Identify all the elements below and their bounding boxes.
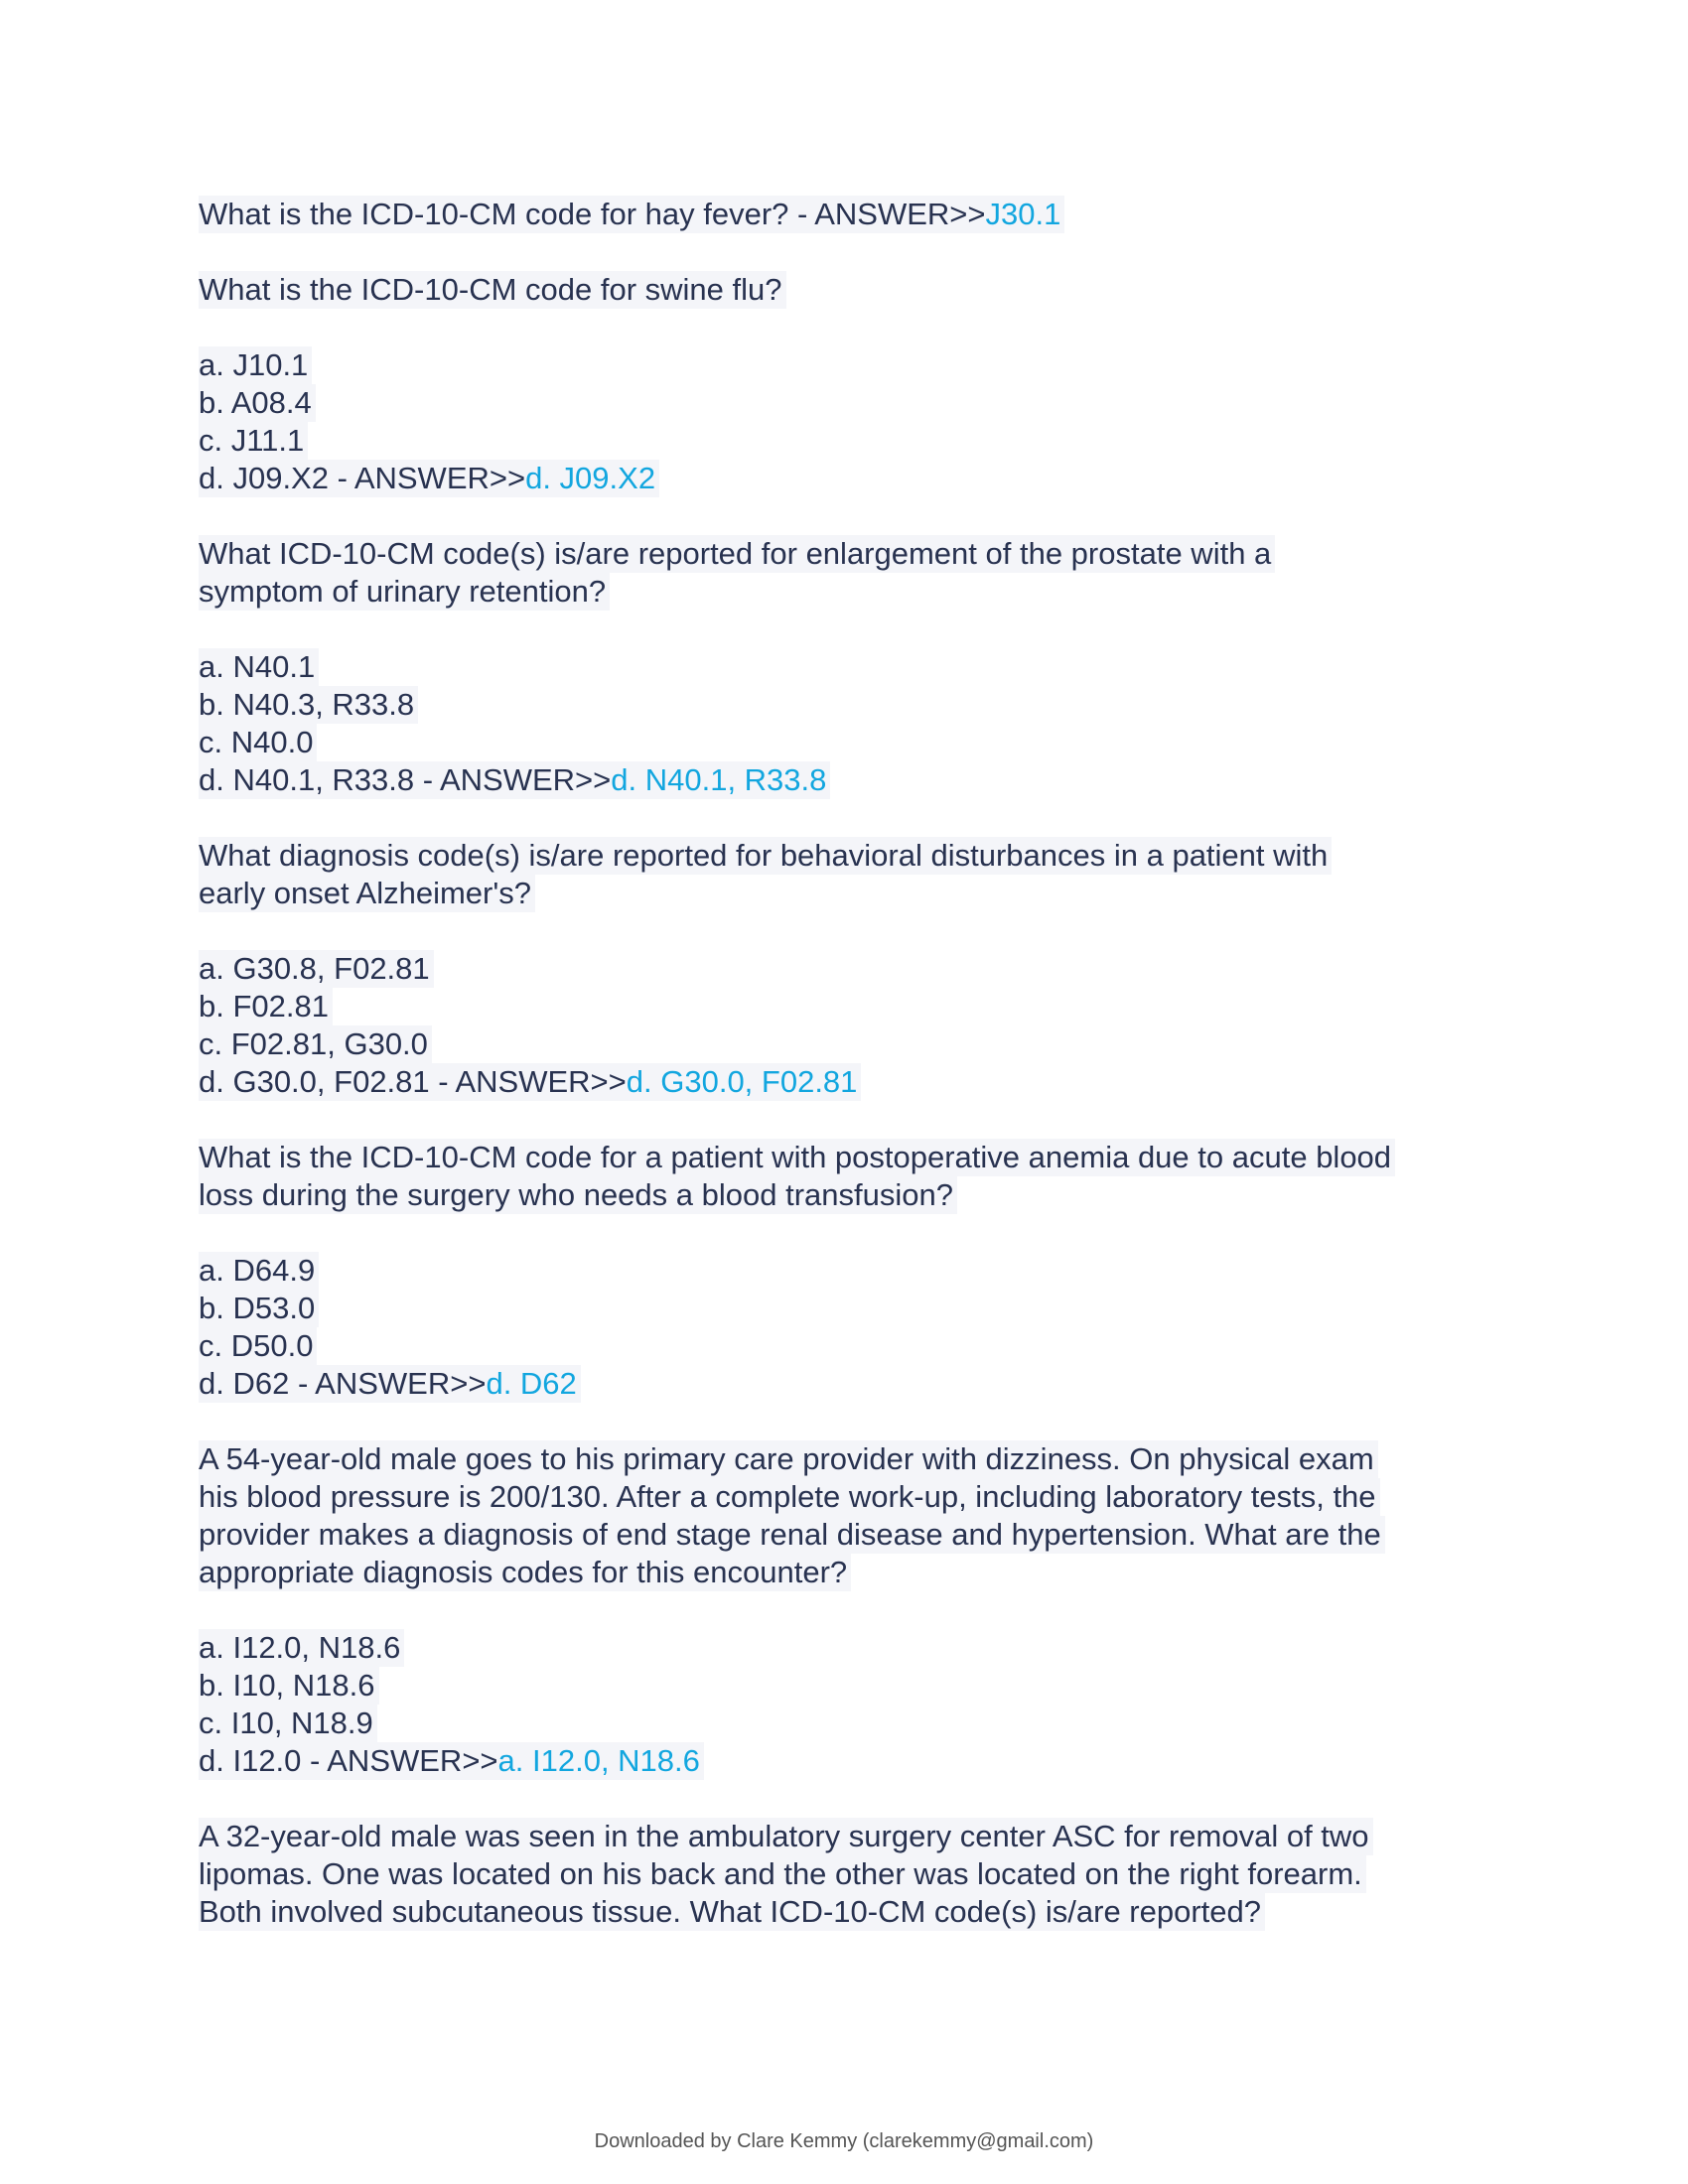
question-block [199,1139,1489,1403]
question-block [199,196,1489,233]
question-block [199,535,1489,799]
option-b: b. N40.3, R33.8 [199,686,418,724]
option-d-text: d. D62 - ANSWER>> [199,1366,487,1401]
question-text: provider makes a diagnosis of end stage renal disease and hypertension. What are the [199,1516,1385,1554]
question-text: What is the ICD-10-CM code for hay fever? - ANSWER>> [199,197,986,231]
answer-text: a. I12.0, N18.6 [497,1743,700,1778]
option-a: a. I12.0, N18.6 [199,1629,404,1667]
question-text: What is the ICD-10-CM code for a patient with postoperative anemia due to acute blood [199,1139,1395,1176]
question-text: A 54-year-old male goes to his primary care provider with dizziness. On physical exam [199,1440,1378,1478]
option-c: c. J11.1 [199,422,308,460]
option-c: c. N40.0 [199,724,317,761]
question-answer-line [199,196,1064,233]
answer-text: d. J09.X2 [525,461,656,495]
option-b: b. A08.4 [199,384,316,422]
question-text: A 32-year-old male was seen in the ambulatory surgery center ASC for removal of two [199,1818,1373,1855]
question-block [199,837,1489,1101]
option-a: a. N40.1 [199,648,319,686]
option-d [199,761,830,799]
option-d [199,1365,581,1403]
question-text: Both involved subcutaneous tissue. What ICD-10-CM code(s) is/are reported? [199,1893,1265,1931]
question-text: What ICD-10-CM code(s) is/are reported for enlargement of the prostate with a [199,535,1275,573]
option-d-text: d. N40.1, R33.8 - ANSWER>> [199,762,612,797]
option-a: a. D64.9 [199,1252,319,1290]
question-text: early onset Alzheimer's? [199,875,535,912]
document-page [199,196,1489,1931]
question-text: lipomas. One was located on his back and the other was located on the right forearm. [199,1855,1366,1893]
question-text: appropriate diagnosis codes for this encounter? [199,1554,851,1591]
option-a: a. J10.1 [199,346,312,384]
option-a: a. G30.8, F02.81 [199,950,434,988]
question-text: loss during the surgery who needs a blood transfusion? [199,1176,957,1214]
option-d-text: d. G30.0, F02.81 - ANSWER>> [199,1064,627,1099]
answer-text: d. N40.1, R33.8 [611,762,827,797]
question-block [199,1818,1489,1931]
question-text: What diagnosis code(s) is/are reported for behavioral disturbances in a patient with [199,837,1332,875]
option-d-text: d. I12.0 - ANSWER>> [199,1743,498,1778]
option-b: b. D53.0 [199,1290,319,1327]
question-block [199,1440,1489,1780]
answer-text: d. G30.0, F02.81 [626,1064,858,1099]
question-text: symptom of urinary retention? [199,573,610,611]
option-d-text: d. J09.X2 - ANSWER>> [199,461,526,495]
option-c: c. I10, N18.9 [199,1705,377,1742]
option-d [199,460,659,497]
question-text: his blood pressure is 200/130. After a complete work-up, including laboratory tests, the [199,1478,1380,1516]
question-text: What is the ICD-10-CM code for swine flu? [199,271,786,309]
option-d [199,1742,704,1780]
option-b: b. F02.81 [199,988,333,1025]
option-d [199,1063,861,1101]
option-c: c. F02.81, G30.0 [199,1025,432,1063]
option-b: b. I10, N18.6 [199,1667,379,1705]
answer-text: J30.1 [985,197,1061,231]
question-block [199,271,1489,497]
answer-text: d. D62 [486,1366,577,1401]
option-c: c. D50.0 [199,1327,317,1365]
download-footer: Downloaded by Clare Kemmy (clarekemmy@gmail.com) [594,2130,1094,2152]
